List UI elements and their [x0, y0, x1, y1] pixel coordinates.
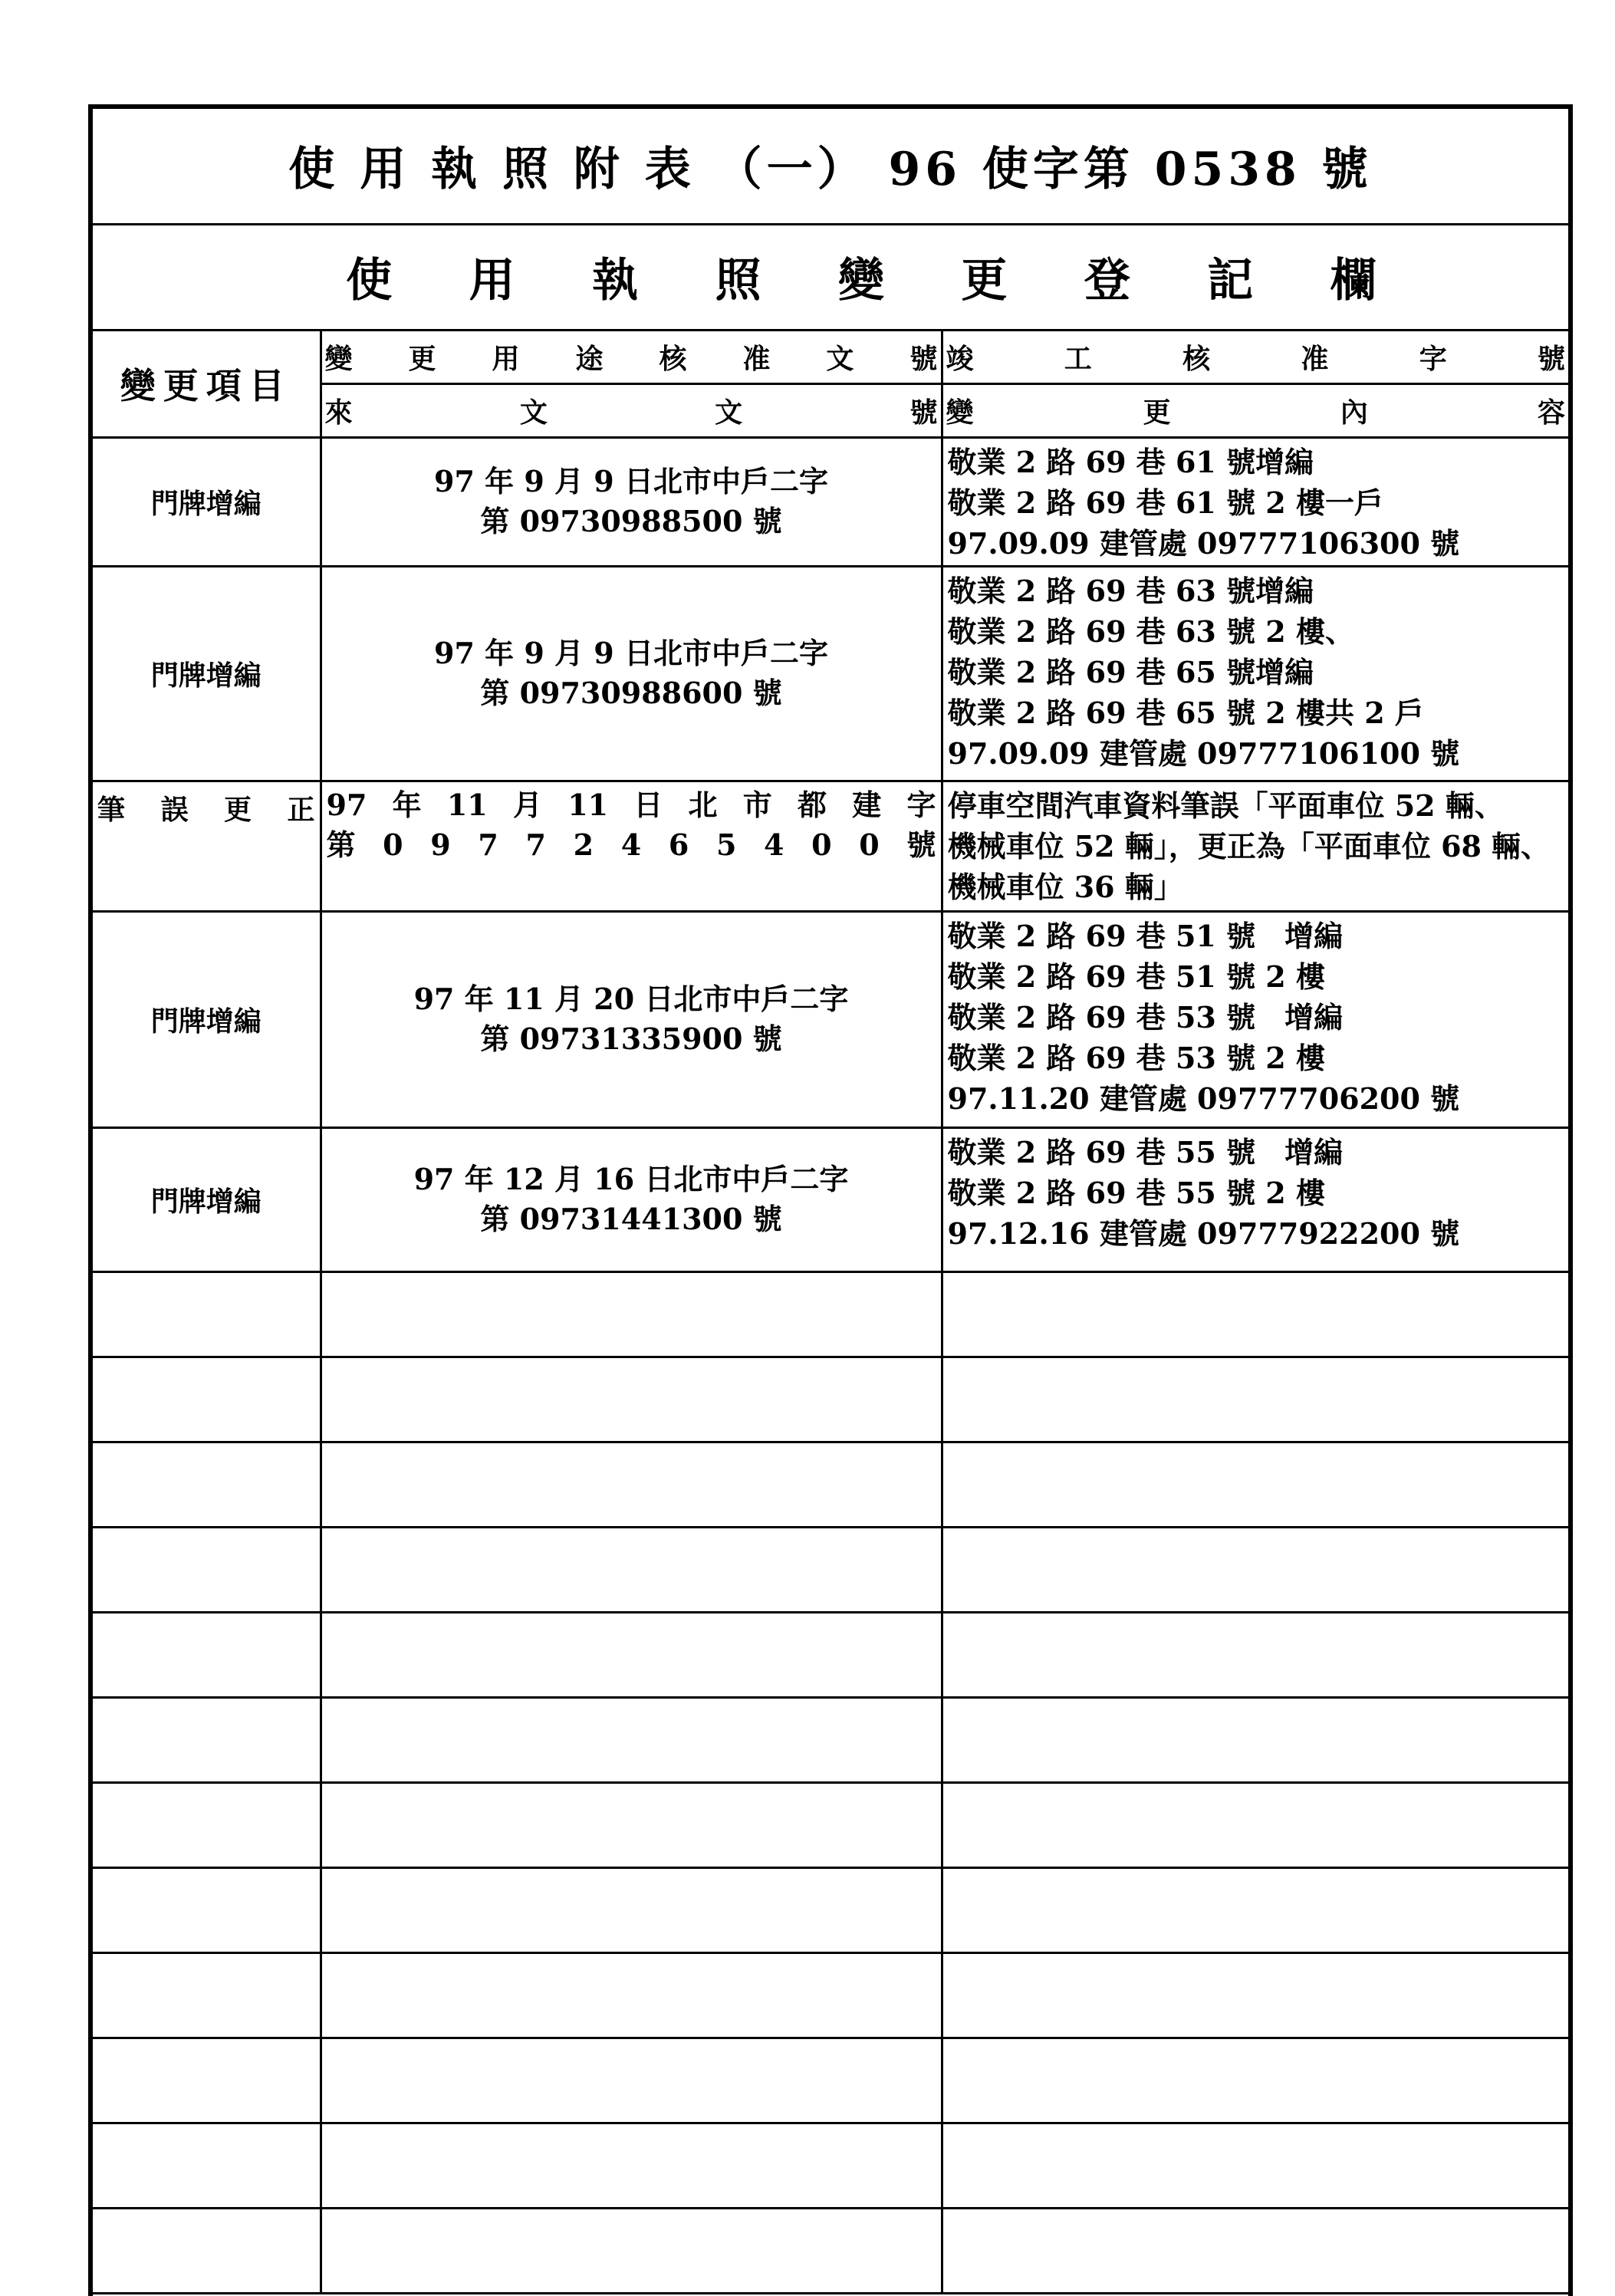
content-line: 敬業 2 路 69 巷 63 號 2 樓、 — [947, 613, 1354, 649]
content-line: 97.09.09 建管處 09777106100 號 — [947, 735, 1460, 771]
empty-row — [93, 1357, 1568, 1442]
section-title-char: 更 — [961, 254, 1008, 308]
content-line: 敬業 2 路 69 巷 65 號增編 — [947, 654, 1314, 689]
doc-char: 號 — [906, 827, 936, 862]
header-char: 核 — [1182, 342, 1211, 375]
change-registration-table — [93, 109, 1568, 2294]
doc-line: 第 09731441300 號 — [480, 1201, 782, 1236]
content-line: 敬業 2 路 69 巷 51 號 2 樓 — [947, 959, 1325, 994]
empty-cell — [942, 1867, 1568, 1952]
doc-char: 0 — [859, 827, 880, 862]
section-title-char: 欄 — [1330, 254, 1377, 308]
header-char: 內 — [1340, 396, 1368, 429]
content-line: 97.09.09 建管處 09777106300 號 — [947, 525, 1460, 561]
content-line: 敬業 2 路 69 巷 61 號 2 樓一戶 — [947, 485, 1383, 520]
empty-cell — [93, 2123, 321, 2208]
empty-row — [93, 1527, 1568, 1612]
empty-cell — [321, 1782, 942, 1867]
empty-cell — [942, 1271, 1568, 1357]
empty-cell — [321, 1612, 942, 1697]
header-char: 竣 — [946, 342, 974, 375]
empty-cell — [942, 2038, 1568, 2123]
header-char: 准 — [1301, 342, 1329, 375]
doc-char: 4 — [620, 827, 642, 862]
empty-row — [93, 2123, 1568, 2208]
header-char: 更 — [408, 342, 436, 375]
empty-cell — [93, 1271, 321, 1357]
header-char: 容 — [1537, 396, 1565, 429]
change-item-char: 正 — [287, 793, 315, 826]
header-char: 來 — [324, 396, 353, 429]
doc-char: 建 — [852, 787, 882, 822]
doc-line: 97 年 12 月 16 日北市中戶二字 — [413, 1161, 849, 1196]
change-item-char: 筆 — [97, 793, 126, 826]
header-char: 文 — [826, 342, 854, 375]
empty-row — [93, 1697, 1568, 1782]
doc-char: 5 — [715, 827, 737, 862]
content-line: 敬業 2 路 69 巷 53 號 2 樓 — [947, 1040, 1325, 1075]
table-row — [93, 437, 1568, 566]
doc-char: 市 — [742, 787, 772, 822]
change-item: 門牌增編 — [93, 911, 321, 1127]
doc-char: 9 — [430, 827, 451, 862]
empty-cell — [321, 1357, 942, 1442]
empty-cell — [93, 2208, 321, 2293]
doc-line: 第 09730988600 號 — [480, 676, 782, 710]
doc-line: 97 年 9 月 9 日北市中戶二字 — [434, 636, 828, 670]
empty-cell — [93, 1612, 321, 1697]
empty-cell — [942, 1357, 1568, 1442]
empty-cell — [942, 1442, 1568, 1527]
table-row — [93, 1127, 1568, 1271]
header-char: 變 — [324, 342, 353, 375]
empty-cell — [321, 1271, 942, 1357]
header-char: 工 — [1064, 342, 1092, 375]
empty-cell — [321, 1952, 942, 2038]
content-line: 敬業 2 路 69 巷 53 號 增編 — [947, 999, 1344, 1035]
header-usage-approval-no — [321, 330, 942, 383]
empty-row — [93, 1782, 1568, 1867]
change-content — [942, 1127, 1568, 1271]
doc-char: 2 — [573, 827, 594, 862]
table-row — [93, 566, 1568, 781]
doc-char: 11 — [446, 787, 488, 822]
doc-number — [321, 1127, 942, 1271]
header-char: 用 — [492, 342, 520, 375]
doc-char: 都 — [798, 787, 827, 822]
empty-cell — [93, 2038, 321, 2123]
content-line: 97.12.16 建管處 09777922200 號 — [947, 1215, 1460, 1251]
section-title-char: 記 — [1207, 254, 1254, 308]
doc-char: 第 — [326, 827, 356, 862]
content-line: 敬業 2 路 69 巷 55 號 2 樓 — [947, 1175, 1325, 1210]
content-line: 機械車位 52 輛」，更正為「平面車位 68 輛、 — [947, 828, 1551, 863]
empty-row — [93, 1442, 1568, 1527]
header-char: 號 — [1537, 342, 1565, 375]
doc-number — [321, 911, 942, 1127]
empty-cell — [93, 1782, 321, 1867]
doc-line: 第 09731335900 號 — [480, 1021, 782, 1056]
header-char: 文 — [715, 396, 743, 429]
doc-char: 6 — [668, 827, 689, 862]
header-completion-approval-no — [942, 330, 1568, 383]
empty-cell — [321, 1442, 942, 1527]
section-title-char: 照 — [715, 254, 761, 308]
empty-cell — [93, 1867, 321, 1952]
doc-char: 月 — [512, 787, 542, 822]
license-annex-sheet — [88, 104, 1573, 2296]
empty-row — [93, 1952, 1568, 2038]
empty-cell — [321, 2208, 942, 2293]
doc-char: 日 — [633, 787, 663, 822]
change-content — [942, 566, 1568, 781]
header-char: 更 — [1143, 396, 1171, 429]
empty-cell — [942, 1527, 1568, 1612]
doc-number — [321, 437, 942, 566]
section-title-char: 使 — [346, 254, 393, 308]
header-char: 號 — [909, 342, 938, 375]
doc-char: 7 — [478, 827, 498, 862]
change-item: 門牌增編 — [93, 1127, 321, 1271]
header-char: 字 — [1419, 342, 1447, 375]
doc-number — [321, 566, 942, 781]
content-line: 敬業 2 路 69 巷 51 號 增編 — [947, 918, 1344, 953]
empty-cell — [93, 1527, 321, 1612]
doc-line: 97 年 9 月 9 日北市中戶二字 — [434, 464, 828, 498]
empty-cell — [321, 1697, 942, 1782]
section-title-char: 登 — [1084, 254, 1130, 308]
empty-cell — [942, 2208, 1568, 2293]
header-char: 文 — [519, 396, 548, 429]
change-item-char: 更 — [223, 793, 252, 826]
header-char: 准 — [742, 342, 771, 375]
empty-cell — [321, 2038, 942, 2123]
empty-row — [93, 2038, 1568, 2123]
empty-cell — [321, 2123, 942, 2208]
empty-row — [93, 1271, 1568, 1357]
change-content — [942, 911, 1568, 1127]
doc-char: 11 — [567, 787, 609, 822]
change-item — [93, 781, 321, 911]
doc-char: 0 — [811, 827, 832, 862]
content-line: 敬業 2 路 69 巷 63 號增編 — [947, 573, 1314, 608]
header-char: 核 — [659, 342, 687, 375]
change-content — [942, 437, 1568, 566]
doc-char: 年 — [392, 787, 422, 822]
empty-cell — [93, 1357, 321, 1442]
empty-cell — [942, 1952, 1568, 2038]
change-item: 門牌增編 — [93, 566, 321, 781]
header-char: 變 — [946, 396, 974, 429]
empty-cell — [321, 1527, 942, 1612]
empty-cell — [942, 1612, 1568, 1697]
doc-char: 字 — [906, 787, 936, 822]
content-line: 敬業 2 路 69 巷 55 號 增編 — [947, 1134, 1344, 1169]
section-title-char: 用 — [469, 254, 515, 308]
doc-line: 第 09730988500 號 — [480, 504, 782, 538]
change-item-char: 誤 — [160, 793, 189, 826]
doc-line: 97 年 11 月 20 日北市中戶二字 — [413, 982, 849, 1016]
section-title — [93, 224, 1568, 330]
empty-cell — [93, 1442, 321, 1527]
empty-cell — [942, 1697, 1568, 1782]
header-incoming-doc-no — [321, 383, 942, 437]
content-line: 97.11.20 建管處 09777706200 號 — [947, 1081, 1460, 1116]
content-line: 敬業 2 路 69 巷 65 號 2 樓共 2 戶 — [947, 695, 1424, 730]
change-content — [942, 781, 1568, 911]
empty-cell — [942, 2123, 1568, 2208]
change-item: 門牌增編 — [93, 437, 321, 566]
empty-cell — [93, 1952, 321, 2038]
doc-char: 北 — [688, 787, 718, 822]
empty-row — [93, 2208, 1568, 2293]
doc-char: 7 — [525, 827, 546, 862]
empty-row — [93, 1867, 1568, 1952]
content-line: 敬業 2 路 69 巷 61 號增編 — [947, 444, 1314, 479]
empty-cell — [93, 1697, 321, 1782]
header-char: 號 — [909, 396, 938, 429]
doc-char: 0 — [383, 827, 403, 862]
page-title: 使 用 執 照 附 表 （一） 96 使字第 0538 號 — [93, 109, 1568, 224]
doc-char: 4 — [764, 827, 784, 862]
content-line: 機械車位 36 輛」 — [947, 869, 1183, 904]
section-title-char: 執 — [592, 254, 639, 308]
section-title-char: 變 — [837, 254, 884, 308]
header-change-item: 變更項目 — [93, 330, 321, 437]
header-change-content — [942, 383, 1568, 437]
table-row — [93, 781, 1568, 911]
empty-cell — [321, 1867, 942, 1952]
doc-number — [321, 781, 942, 911]
empty-cell — [942, 1782, 1568, 1867]
empty-row — [93, 1612, 1568, 1697]
doc-char: 97 — [326, 787, 367, 822]
header-char: 途 — [575, 342, 604, 375]
table-row — [93, 911, 1568, 1127]
content-line: 停車空間汽車資料筆誤「平面車位 52 輛、 — [947, 788, 1504, 823]
